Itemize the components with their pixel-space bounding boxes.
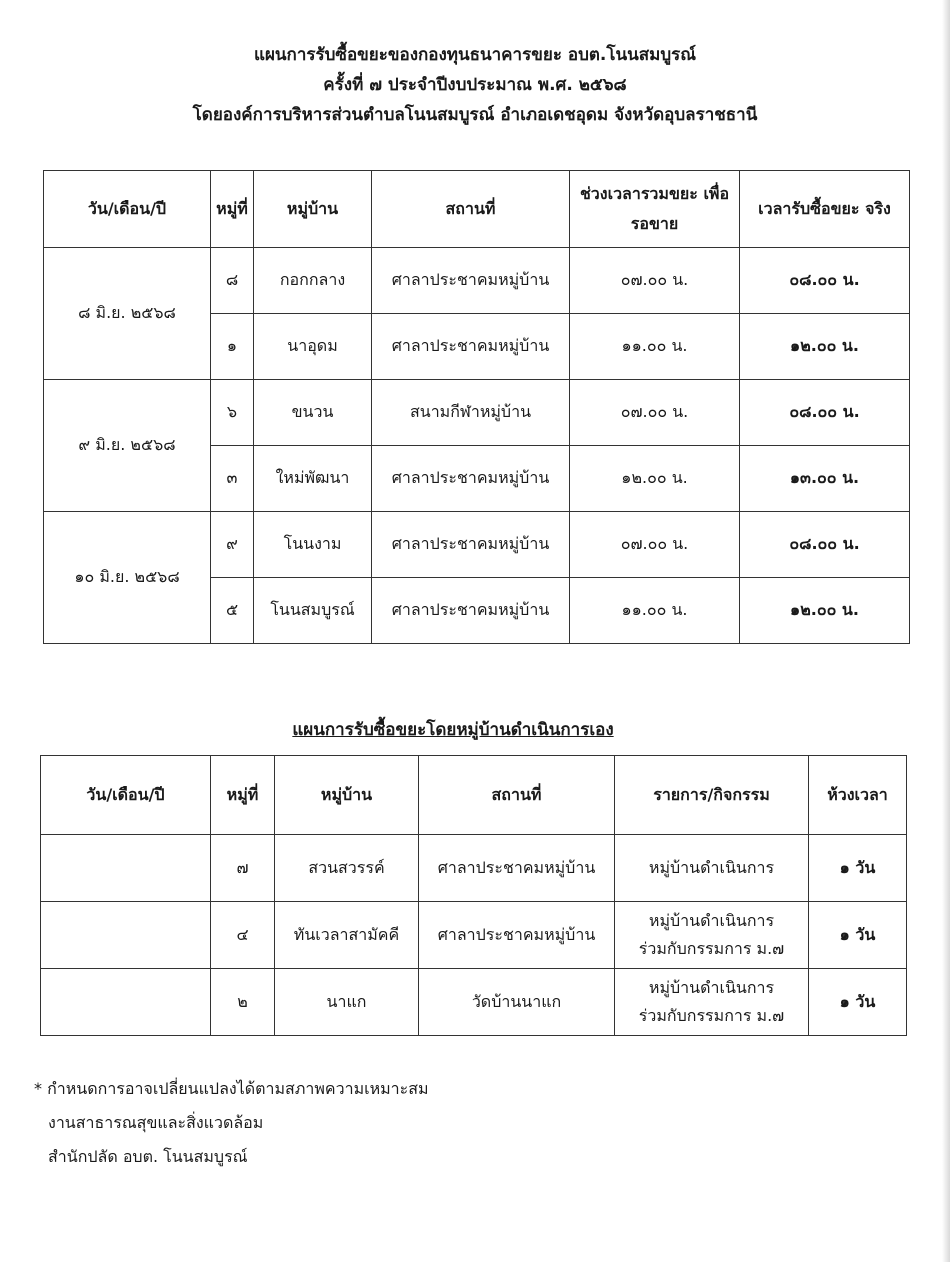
collect-time-cell: ๐๗.๐๐ น.	[570, 512, 740, 578]
col-header-duration: ห้วงเวลา	[809, 756, 907, 835]
table-header-row	[44, 171, 910, 248]
footer-note: * กำหนดการอาจเปลี่ยนแปลงได้ตามสภาพความเหมาะสม	[34, 1079, 429, 1098]
date-cell: ๙ มิ.ย. ๒๕๖๘	[44, 380, 211, 512]
duration-cell: ๑ วัน	[809, 835, 907, 902]
place-cell: ศาลาประชาคมหมู่บ้าน	[372, 446, 570, 512]
buy-time-cell: ๑๓.๐๐ น.	[740, 446, 910, 512]
header-title: แผนการรับซื้อขยะของกองทุนธนาคารขยะ อบต.โนนสมบูรณ์	[253, 45, 697, 65]
moo-cell: ๗	[211, 835, 275, 902]
collect-time-cell: ๑๑.๐๐ น.	[570, 578, 740, 644]
date-cell: ๑๐ มิ.ย. ๒๕๖๘	[44, 512, 211, 644]
village-cell: ใหม่พัฒนา	[254, 446, 372, 512]
collect-time-cell: ๑๑.๐๐ น.	[570, 314, 740, 380]
activity-line-1: หมู่บ้านดำเนินการ	[648, 911, 775, 930]
village-cell: ขนวน	[254, 380, 372, 446]
col-header-village: หมู่บ้าน	[254, 171, 372, 248]
table-row	[41, 835, 907, 902]
table-header-row	[41, 756, 907, 835]
table-row	[44, 512, 910, 578]
header-organization: โดยองค์การบริหารส่วนตำบลโนนสมบูรณ์ อำเภอเดชอุดม จังหวัดอุบลราชธานี	[192, 105, 758, 125]
col-header-activity: รายการ/กิจกรรม	[615, 756, 809, 835]
footer-department: งานสาธารณสุขและสิ่งแวดล้อม	[48, 1113, 264, 1132]
place-cell: ศาลาประชาคมหมู่บ้าน	[372, 314, 570, 380]
col-header-collect-time: ช่วงเวลารวมขยะ เพื่อรอขาย	[570, 171, 740, 248]
village-cell: นาแก	[275, 969, 419, 1036]
activity-cell	[615, 835, 809, 902]
activity-line-2: ร่วมกับกรรมการ ม.๗	[638, 1006, 785, 1025]
col-header-date: วัน/เดือน/ปี	[44, 171, 211, 248]
activity-cell	[615, 902, 809, 969]
table-row	[44, 380, 910, 446]
collect-time-cell: ๐๗.๐๐ น.	[570, 248, 740, 314]
page-edge-shadow	[942, 0, 950, 1262]
village-cell: โนนงาม	[254, 512, 372, 578]
duration-cell: ๑ วัน	[809, 969, 907, 1036]
village-managed-table	[40, 755, 907, 1036]
moo-cell: ๒	[211, 969, 275, 1036]
village-cell: สวนสวรรค์	[275, 835, 419, 902]
buy-time-cell: ๑๒.๐๐ น.	[740, 578, 910, 644]
col-header-place: สถานที่	[372, 171, 570, 248]
moo-cell: ๕	[211, 578, 254, 644]
activity-cell	[615, 969, 809, 1036]
col-header-moo: หมู่ที่	[211, 171, 254, 248]
place-cell: ศาลาประชาคมหมู่บ้าน	[419, 835, 615, 902]
document-footer	[34, 1072, 429, 1174]
buy-time-cell: ๑๒.๐๐ น.	[740, 314, 910, 380]
village-cell: นาอุดม	[254, 314, 372, 380]
section-title: แผนการรับซื้อขยะโดยหมู่บ้านดำเนินการเอง	[292, 720, 614, 740]
date-cell	[41, 969, 211, 1036]
buy-time-cell: ๐๘.๐๐ น.	[740, 248, 910, 314]
buy-time-cell: ๐๘.๐๐ น.	[740, 380, 910, 446]
col-header-moo: หมู่ที่	[211, 756, 275, 835]
footer-office: สำนักปลัด อบต. โนนสมบูรณ์	[48, 1147, 248, 1166]
moo-cell: ๑	[211, 314, 254, 380]
date-cell	[41, 835, 211, 902]
moo-cell: ๔	[211, 902, 275, 969]
moo-cell: ๙	[211, 512, 254, 578]
table-row	[41, 969, 907, 1036]
village-cell: โนนสมบูรณ์	[254, 578, 372, 644]
place-cell: วัดบ้านนาแก	[419, 969, 615, 1036]
place-cell: ศาลาประชาคมหมู่บ้าน	[372, 512, 570, 578]
table-row	[41, 902, 907, 969]
activity-line-2: ร่วมกับกรรมการ ม.๗	[638, 939, 785, 958]
place-cell: ศาลาประชาคมหมู่บ้าน	[372, 578, 570, 644]
village-cell: กอกกลาง	[254, 248, 372, 314]
place-cell: สนามกีฬาหมู่บ้าน	[372, 380, 570, 446]
activity-line-1: หมู่บ้านดำเนินการ	[648, 978, 775, 997]
activity-line-1: หมู่บ้านดำเนินการ	[648, 858, 775, 877]
village-cell: ทันเวลาสามัคคี	[275, 902, 419, 969]
collect-time-cell: ๑๒.๐๐ น.	[570, 446, 740, 512]
header-round: ครั้งที่ ๗ ประจำปีงบประมาณ พ.ศ. ๒๕๖๘	[323, 75, 627, 95]
collect-time-cell: ๐๗.๐๐ น.	[570, 380, 740, 446]
document-header	[0, 40, 950, 130]
table-row	[44, 248, 910, 314]
moo-cell: ๓	[211, 446, 254, 512]
moo-cell: ๘	[211, 248, 254, 314]
col-header-date: วัน/เดือน/ปี	[41, 756, 211, 835]
date-cell: ๘ มิ.ย. ๒๕๖๘	[44, 248, 211, 380]
moo-cell: ๖	[211, 380, 254, 446]
place-cell: ศาลาประชาคมหมู่บ้าน	[372, 248, 570, 314]
buy-time-cell: ๐๘.๐๐ น.	[740, 512, 910, 578]
col-header-village: หมู่บ้าน	[275, 756, 419, 835]
date-cell	[41, 902, 211, 969]
purchase-schedule-table	[43, 170, 910, 644]
place-cell: ศาลาประชาคมหมู่บ้าน	[419, 902, 615, 969]
col-header-buy-time: เวลารับซื้อขยะ จริง	[740, 171, 910, 248]
duration-cell: ๑ วัน	[809, 902, 907, 969]
col-header-place: สถานที่	[419, 756, 615, 835]
